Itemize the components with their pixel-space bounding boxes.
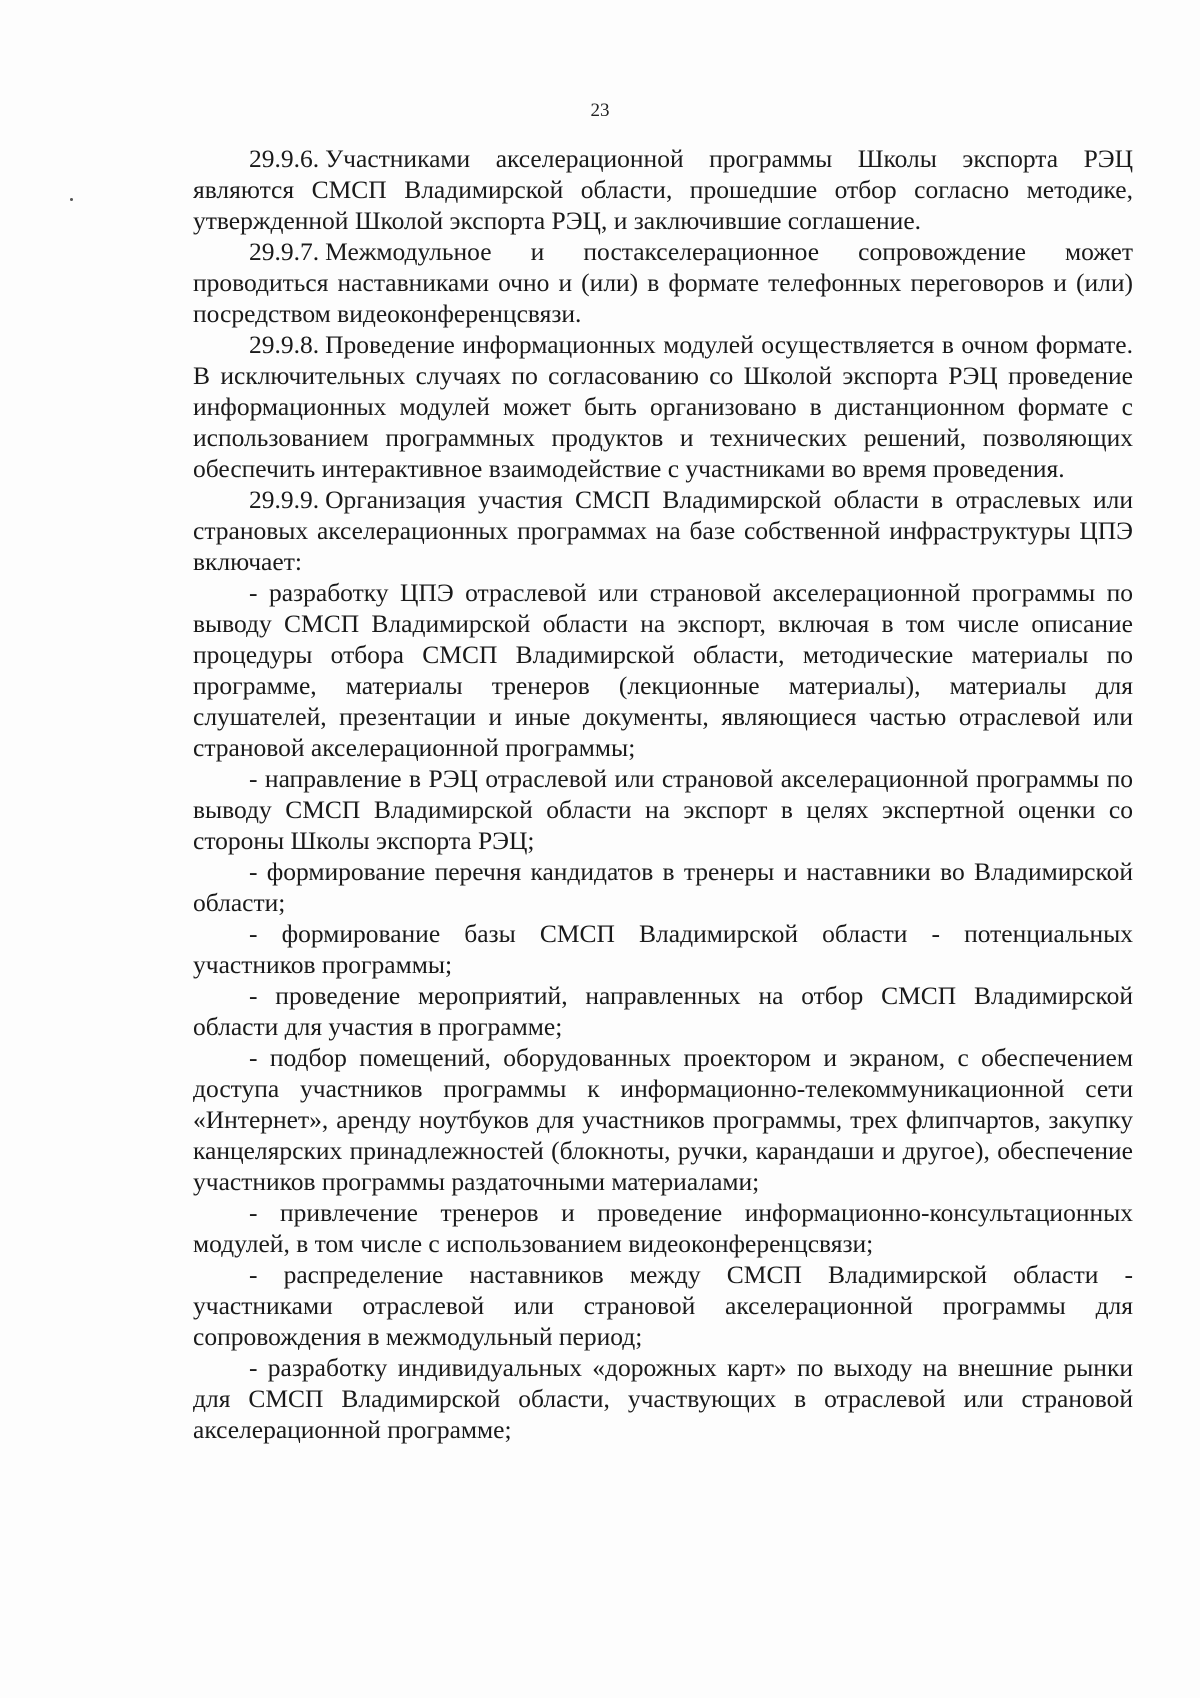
list-item: - направление в РЭЦ отраслевой или страновой акселерационной программы по выводу СМСП Владимирской области на экспорт в целях экспертной оценки со стороны Школы экспорта РЭЦ; [193, 764, 1133, 855]
clause-29-9-9 [193, 484, 1133, 577]
clause-text: Проведение информационных модулей осуществляется в очном формате. В исключительных случаях по согласованию со Школой экспорта РЭЦ проведение информационных модулей может быть организовано в дистанционном формате с использованием программных продуктов и технических решений, позволяющих обеспечить интерактивное взаимодействие с участниками во время проведения. [193, 330, 1133, 483]
list-item: - разработку индивидуальных «дорожных карт» по выходу на внешние рынки для СМСП Владимирской области, участвующих в отраслевой или страновой акселерационной программе; [193, 1353, 1133, 1444]
clause-29-9-6 [193, 143, 1133, 236]
list-item: - подбор помещений, оборудованных проектором и экраном, с обеспечением доступа участников программы к информационно-телекоммуникационной сети «Интернет», аренду ноутбуков для участников программы, трех флипчартов, закупку канцелярских принадлежностей (блокноты, ручки, карандаши и другое), обеспечение участников программы раздаточными материалами; [193, 1043, 1133, 1196]
clause-number: 29.9.8. [249, 330, 320, 359]
clause-number: 29.9.6. [249, 144, 320, 173]
list-item: - распределение наставников между СМСП Владимирской области - участниками отраслевой или страновой акселерационной программы для сопровождения в межмодульный период; [193, 1260, 1133, 1351]
list-item: - формирование перечня кандидатов в тренеры и наставники во Владимирской области; [193, 857, 1133, 917]
page-number: 23 [590, 100, 610, 121]
clause-29-9-7 [193, 236, 1133, 329]
scan-speck [70, 198, 73, 201]
clause-text: Межмодульное и постакселерационное сопровождение может проводиться наставниками очно и (или) в формате телефонных переговоров и (или) посредством видеоконференцсвязи. [193, 237, 1133, 328]
clause-number: 29.9.9. [249, 485, 320, 514]
list-item: - разработку ЦПЭ отраслевой или страновой акселерационной программы по выводу СМСП Владимирской области на экспорт, включая в том числе описание процедуры отбора СМСП Владимирской области, методические материалы по программе, материалы тренеров (лекционные материалы), материалы для слушателей, презентации и иные документы, являющиеся частью отраслевой или страновой акселерационной программы; [193, 578, 1133, 762]
list-item: - формирование базы СМСП Владимирской области - потенциальных участников программы; [193, 919, 1133, 979]
clause-text: Организация участия СМСП Владимирской области в отраслевых или страновых акселерационных программах на базе собственной инфраструктуры ЦПЭ включает: [193, 485, 1133, 576]
document-body [193, 143, 1133, 1445]
clause-text: Участниками акселерационной программы Школы экспорта РЭЦ являются СМСП Владимирской области, прошедшие отбор согласно методике, утвержденной Школой экспорта РЭЦ, и заключившие соглашение. [193, 144, 1133, 235]
list-item: - проведение мероприятий, направленных на отбор СМСП Владимирской области для участия в программе; [193, 981, 1133, 1041]
list-item: - привлечение тренеров и проведение информационно-консультационных модулей, в том числе с использованием видеоконференцсвязи; [193, 1198, 1133, 1258]
clause-number: 29.9.7. [249, 237, 320, 266]
clause-29-9-8 [193, 329, 1133, 484]
